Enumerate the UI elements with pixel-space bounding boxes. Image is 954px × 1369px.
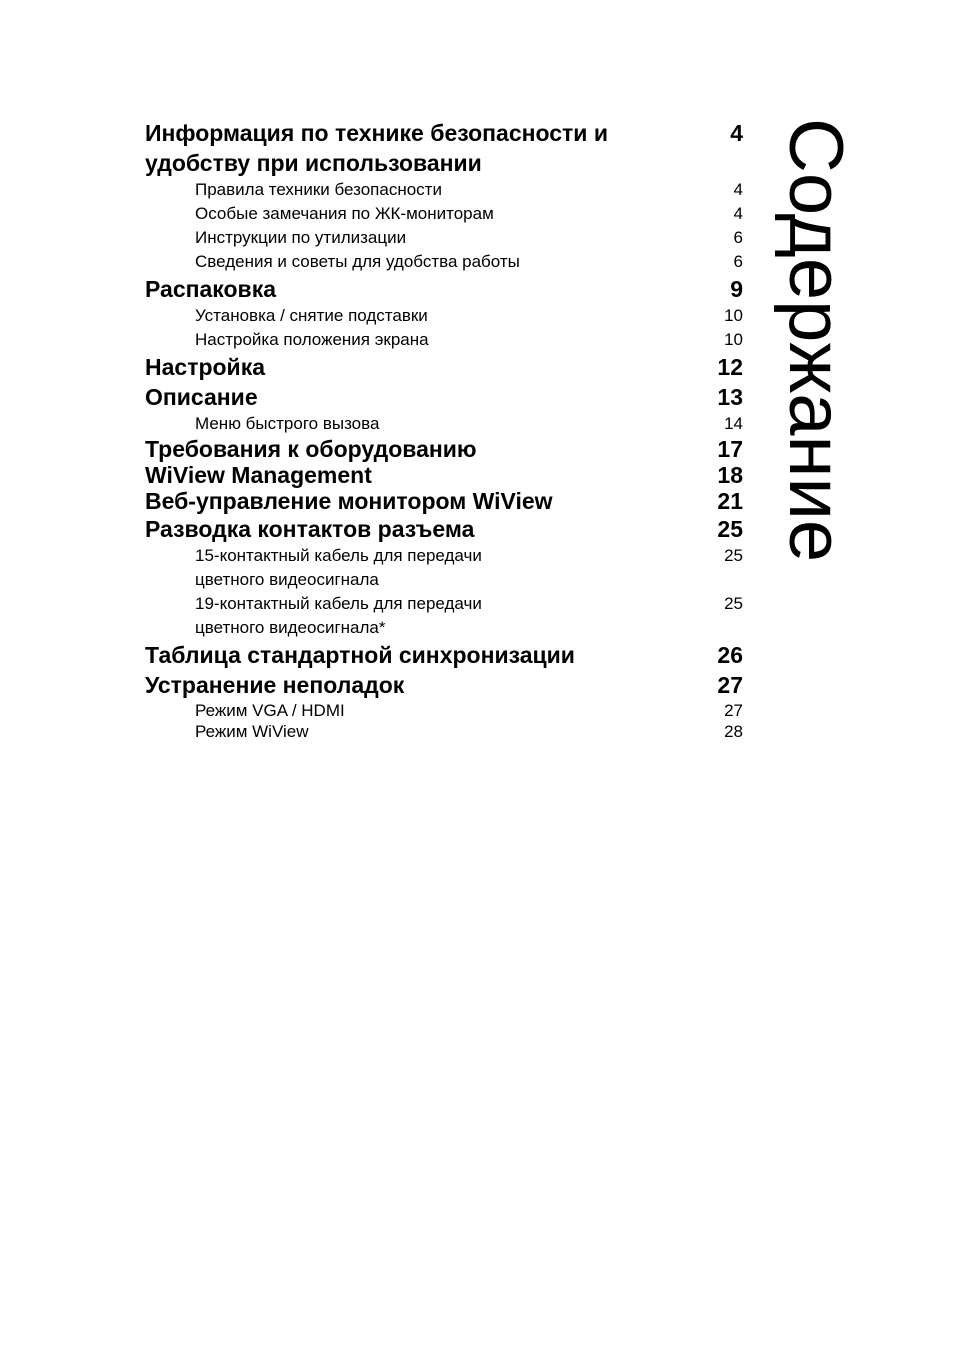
- toc-entry-title: Описание: [145, 384, 258, 410]
- toc-entry-page: 26: [717, 642, 743, 668]
- toc-entry-title: Требования к оборудованию: [145, 436, 477, 462]
- toc-entry-page: 6: [733, 252, 743, 271]
- toc-entry-page: 18: [717, 462, 743, 488]
- toc-entry-title: Установка / снятие подставки: [195, 306, 428, 325]
- toc-entry-title: Распаковка: [145, 276, 277, 302]
- toc-entry[interactable]: [145, 436, 743, 462]
- toc-entry-title: Разводка контактов разъема: [145, 516, 475, 542]
- toc-entry-title: Режим VGA / HDMI: [195, 701, 345, 720]
- toc-subentry[interactable]: [145, 412, 743, 436]
- toc-entry-page: 27: [717, 672, 743, 698]
- toc-entry-page: 25: [724, 546, 743, 565]
- toc-subentry[interactable]: [145, 178, 743, 202]
- toc-entry[interactable]: [145, 274, 743, 304]
- side-title: Содержание: [773, 118, 858, 563]
- toc-entry-page: 27: [724, 701, 743, 720]
- toc-entry[interactable]: [145, 382, 743, 412]
- toc-entry-page: 4: [733, 204, 743, 223]
- toc-entry-title: Инструкции по утилизации: [195, 228, 407, 247]
- toc-subentry[interactable]: [145, 700, 743, 721]
- toc-entry-page: 17: [717, 436, 743, 462]
- toc-subentry[interactable]: [145, 592, 743, 640]
- toc-subentry[interactable]: [145, 202, 743, 226]
- toc-entry-page: 21: [717, 488, 743, 514]
- toc-subentry[interactable]: [145, 544, 743, 592]
- toc-entry-title: 19-контактный кабель для передачи цветного видеосигнала*: [195, 594, 482, 637]
- toc-subentry[interactable]: [145, 721, 743, 742]
- toc-entry[interactable]: [145, 462, 743, 488]
- toc-entry-page: 25: [717, 516, 743, 542]
- toc-entry-title: Сведения и советы для удобства работы: [195, 252, 520, 271]
- toc-entry-title: Таблица стандартной синхронизации: [145, 642, 575, 668]
- toc-entry[interactable]: [145, 640, 743, 670]
- toc-entry-title: Устранение неполадок: [145, 672, 405, 698]
- toc-entry-page: 14: [724, 414, 743, 433]
- toc-entry-page: 6: [733, 228, 743, 247]
- toc-entry-page: 4: [733, 180, 743, 199]
- toc-entry-title: Настройка положения экрана: [195, 330, 429, 349]
- toc-entry-title: Настройка: [145, 354, 265, 380]
- toc-entry[interactable]: [145, 488, 743, 514]
- toc-entry[interactable]: [145, 670, 743, 700]
- toc-entry[interactable]: [145, 118, 743, 178]
- toc-entry-page: 9: [730, 276, 743, 302]
- table-of-contents: [145, 118, 743, 742]
- toc-entry-page: 13: [717, 384, 743, 410]
- toc-subentry[interactable]: [145, 250, 743, 274]
- toc-entry-title: Особые замечания по ЖК-мониторам: [195, 204, 494, 223]
- toc-entry-title: Режим WiView: [195, 722, 309, 741]
- toc-entry-page: 10: [724, 330, 743, 349]
- toc-subentry[interactable]: [145, 226, 743, 250]
- toc-entry-page: 10: [724, 306, 743, 325]
- toc-entry-page: 4: [730, 120, 743, 146]
- toc-entry-page: 25: [724, 594, 743, 613]
- toc-subentry[interactable]: [145, 304, 743, 328]
- toc-entry-title: Информация по технике безопасности и удобству при использовании: [145, 120, 608, 176]
- toc-entry[interactable]: [145, 352, 743, 382]
- toc-entry-title: Меню быстрого вызова: [195, 414, 380, 433]
- toc-entry-title: 15-контактный кабель для передачи цветного видеосигнала: [195, 546, 482, 589]
- toc-entry-title: Правила техники безопасности: [195, 180, 442, 199]
- toc-entry[interactable]: [145, 514, 743, 544]
- toc-entry-page: 12: [717, 354, 743, 380]
- toc-entry-page: 28: [724, 722, 743, 741]
- toc-entry-title: WiView Management: [145, 462, 372, 488]
- toc-entry-title: Веб-управление монитором WiView: [145, 488, 553, 514]
- toc-subentry[interactable]: [145, 328, 743, 352]
